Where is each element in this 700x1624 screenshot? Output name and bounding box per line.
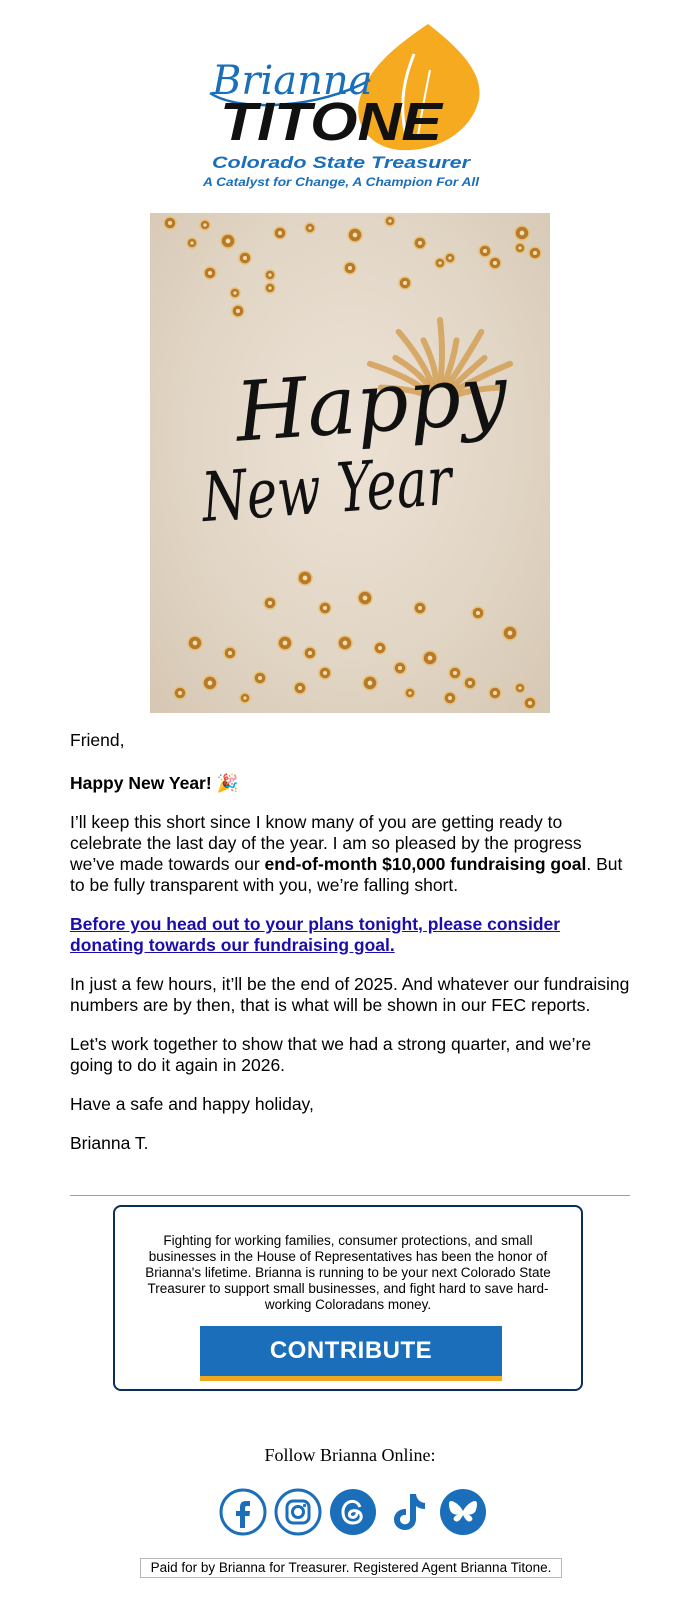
sequin-highlight xyxy=(168,221,172,225)
sequin-highlight xyxy=(343,641,348,646)
contribute-button[interactable]: CONTRIBUTE xyxy=(200,1326,502,1381)
campaign-logo xyxy=(200,18,500,198)
sequin-highlight xyxy=(483,249,487,253)
sequin-highlight xyxy=(268,273,271,276)
paragraph-quarter: Let’s work together to show that we had a strong quarter, and we’re going to do it again in 2026. xyxy=(70,1034,592,1075)
sequin-highlight xyxy=(193,641,198,646)
sequin-highlight xyxy=(418,606,422,610)
sequin-highlight xyxy=(378,646,382,650)
sequin-highlight xyxy=(258,676,262,680)
sequin-highlight xyxy=(363,596,368,601)
hero-line-newyear: New Year xyxy=(199,436,536,539)
social-links xyxy=(219,1488,485,1540)
logo-last-name: TITONE xyxy=(220,92,445,152)
paragraph-intro xyxy=(70,812,630,896)
sequin-highlight xyxy=(178,691,182,695)
sequin-highlight xyxy=(518,246,521,249)
sequin-highlight xyxy=(298,686,302,690)
logo-art xyxy=(200,18,500,198)
sequin-highlight xyxy=(348,266,352,270)
sequin-highlight xyxy=(203,223,206,226)
letter-heading: Happy New Year! 🎉 xyxy=(70,773,239,793)
sequin-highlight xyxy=(533,251,537,255)
sequin-highlight xyxy=(448,696,452,700)
hero-line-happy: Happy xyxy=(232,347,511,461)
signature: Brianna T. xyxy=(70,1133,149,1153)
threads-icon[interactable] xyxy=(329,1488,377,1536)
sequin-highlight xyxy=(308,226,311,229)
sequin-highlight xyxy=(323,671,327,675)
contribute-box xyxy=(113,1205,583,1391)
sequin-highlight xyxy=(403,281,407,285)
donate-link[interactable]: Before you head out to your plans tonight, please consider donating towards our fundraising goal. xyxy=(70,914,561,955)
sequin-highlight xyxy=(493,261,497,265)
logo-tagline: A Catalyst for Change, A Champion For All xyxy=(201,177,480,189)
contribute-box-text: Fighting for working families, consumer protections, and small businesses in the House of Representatives has been the honor of Brianna's lifetime. Brianna is running to be your next Colorado State Treasurer to support small businesses, and fight hard to save hard-working Coloradans money. xyxy=(145,1233,551,1312)
sequin-highlight xyxy=(226,239,231,244)
closing: Have a safe and happy holiday, xyxy=(70,1094,314,1114)
sequin-highlight xyxy=(468,681,472,685)
instagram-icon[interactable] xyxy=(274,1488,322,1536)
logo-first-name: Brianna xyxy=(212,58,373,104)
happy-new-year-image xyxy=(150,213,550,713)
sequin-highlight xyxy=(493,691,497,695)
fundraising-goal-highlight: end-of-month $10,000 fundraising goal xyxy=(264,854,587,874)
facebook-icon[interactable] xyxy=(219,1488,267,1536)
letter-body xyxy=(70,730,630,1172)
sequin-highlight xyxy=(448,256,451,259)
sequin-highlight xyxy=(268,286,271,289)
sequin-highlight xyxy=(233,291,236,294)
sequin-highlight xyxy=(303,576,308,581)
sequin-highlight xyxy=(520,231,525,236)
sequin-highlight xyxy=(208,681,213,686)
paid-for-disclaimer: Paid for by Brianna for Treasurer. Registered Agent Brianna Titone. xyxy=(140,1558,562,1578)
sequin-highlight xyxy=(228,651,232,655)
sequin-highlight xyxy=(408,691,411,694)
sequin-highlight xyxy=(368,681,373,686)
sequin-highlight xyxy=(283,641,288,646)
follow-label: Follow Brianna Online: xyxy=(264,1445,436,1465)
paragraph-intro-text-2: . But to be fully transparent with you, we’re falling short. xyxy=(70,854,623,895)
sequin-highlight xyxy=(428,656,433,661)
divider xyxy=(70,1195,630,1196)
salutation: Friend, xyxy=(70,730,125,750)
sequin-highlight xyxy=(508,631,513,636)
bluesky-icon[interactable] xyxy=(439,1488,487,1536)
sequin-highlight xyxy=(518,686,521,689)
sequin-highlight xyxy=(453,671,457,675)
sequin-highlight xyxy=(268,601,272,605)
hero-art xyxy=(150,213,550,713)
logo-office: Colorado State Treasurer xyxy=(212,153,472,172)
sequin-highlight xyxy=(278,231,282,235)
sequin-highlight xyxy=(323,606,327,610)
sequin-highlight xyxy=(190,241,193,244)
sequin-highlight xyxy=(308,651,312,655)
paragraph-intro-text-1: I’ll keep this short since I know many of you are getting ready to celebrate the last day of the year. I am so pleased by the progress we’ve made towards our xyxy=(70,812,582,874)
tiktok-icon[interactable] xyxy=(384,1488,432,1536)
sequin-highlight xyxy=(236,309,240,313)
paragraph-fec: In just a few hours, it’ll be the end of 2025. And whatever our fundraising numbers are by then, that is what will be shown in our FEC reports. xyxy=(70,974,630,1015)
sequin-highlight xyxy=(208,271,212,275)
sequin-highlight xyxy=(353,233,358,238)
sequin-highlight xyxy=(438,261,441,264)
sequin-highlight xyxy=(418,241,422,245)
sequin-highlight xyxy=(476,611,480,615)
sequin-highlight xyxy=(528,701,532,705)
sequin-highlight xyxy=(398,666,402,670)
sequin-highlight xyxy=(388,219,391,222)
sequin-highlight xyxy=(243,256,247,260)
sequin-highlight xyxy=(243,696,246,699)
